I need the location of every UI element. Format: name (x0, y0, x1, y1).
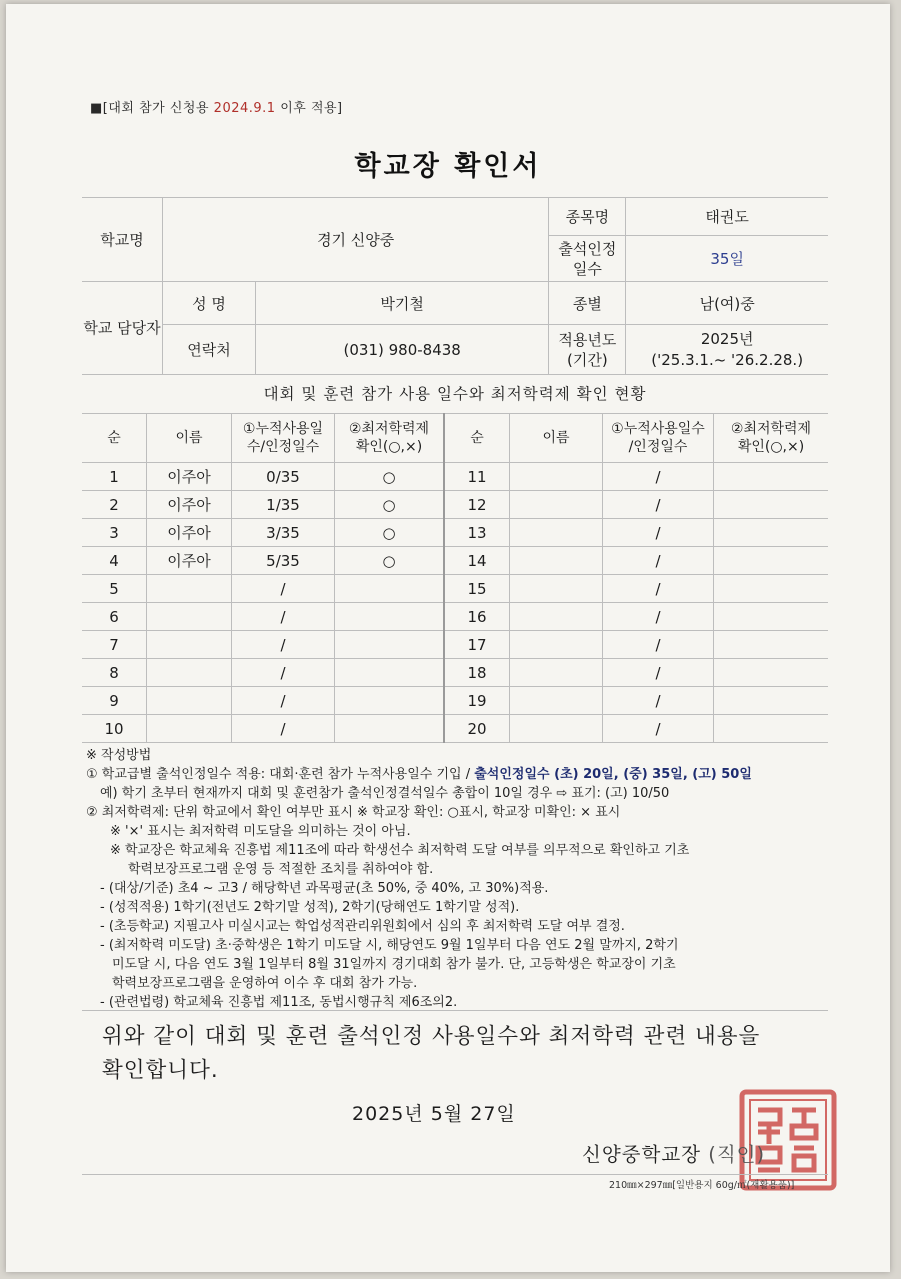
table-row (82, 715, 828, 743)
row-name (147, 631, 232, 659)
row-days: / (232, 631, 335, 659)
sport-value: 태권도 (626, 198, 828, 236)
name-label: 성 명 (163, 282, 256, 325)
manager-label: 학교 담당자 (82, 282, 163, 375)
table-row (82, 659, 828, 687)
header-check-line2: 확인(○,×) (355, 439, 423, 455)
row-check (335, 603, 445, 631)
paper-spec-note: 210㎜×297㎜[일반용지 60g/㎡(재활용품)] (609, 1180, 795, 1191)
header-days (232, 414, 335, 463)
row-no: 3 (82, 519, 147, 547)
row-check: ○ (335, 519, 445, 547)
row-name-2 (510, 659, 603, 687)
row-days: / (232, 659, 335, 687)
school-value: 경기 신양중 (163, 198, 549, 282)
row-no-2: 14 (444, 547, 510, 575)
header-note-prefix: ■[대회 참가 신청용 (90, 101, 214, 116)
table-row (82, 519, 828, 547)
row-no-2: 11 (444, 463, 510, 491)
attendance-label: 출석인정 일수 (549, 236, 626, 282)
row-days-2: / (603, 631, 714, 659)
name-value: 박기철 (256, 282, 549, 325)
header-note-suffix: 이후 적용] (275, 101, 343, 116)
table-row (82, 687, 828, 715)
row-days: 3/35 (232, 519, 335, 547)
row-no-2: 16 (444, 603, 510, 631)
row-days: / (232, 715, 335, 743)
seal-note: (직인) (708, 1143, 766, 1166)
header-note (90, 97, 343, 116)
row-no: 4 (82, 547, 147, 575)
row-name (147, 659, 232, 687)
header-name-2: 이름 (510, 414, 603, 463)
row-check: ○ (335, 547, 445, 575)
row-name-2 (510, 463, 603, 491)
instructions (86, 746, 836, 1012)
row-name: 이주아 (147, 547, 232, 575)
row-days: 0/35 (232, 463, 335, 491)
row-check-2 (714, 631, 829, 659)
year-label: 적용년도 (기간) (549, 325, 626, 375)
header-check-2-line2: 확인(○,×) (737, 439, 805, 455)
row-no: 5 (82, 575, 147, 603)
row-name-2 (510, 687, 603, 715)
note-3: ※ '×' 표시는 최저학력 미도달을 의미하는 것이 아님. (110, 824, 411, 839)
note-1-example: 예) 학기 초부터 현재까지 대회 및 훈련참가 출석인정결석일수 총합이 10일 경우 ⇨ 표기: (고) 10/50 (100, 786, 670, 801)
divider (82, 1010, 828, 1011)
row-check (335, 631, 445, 659)
header-check-2 (714, 414, 829, 463)
row-days-2: / (603, 547, 714, 575)
row-days-2: / (603, 659, 714, 687)
confirmation-line-1: 위와 같이 대회 및 훈련 출석인정 사용일수와 최저학력 관련 내용을 (102, 1024, 761, 1049)
row-no: 6 (82, 603, 147, 631)
issue-date: 2025년 5월 27일 (352, 1103, 516, 1125)
row-days: / (232, 687, 335, 715)
confirmation-line-2: 확인합니다. (102, 1058, 219, 1083)
row-check: ○ (335, 491, 445, 519)
row-name (147, 715, 232, 743)
row-no-2: 13 (444, 519, 510, 547)
row-days: / (232, 603, 335, 631)
header-days-2-line1: ①누적사용일수 (611, 421, 705, 437)
row-check-2 (714, 659, 829, 687)
section-title: 대회 및 훈련 참가 사용 일수와 최저학력제 확인 현황 (263, 385, 647, 403)
row-check (335, 575, 445, 603)
row-check-2 (714, 687, 829, 715)
row-name-2 (510, 603, 603, 631)
row-check-2 (714, 547, 829, 575)
row-check (335, 687, 445, 715)
document-page (6, 4, 890, 1272)
table-row (82, 547, 828, 575)
note-8-cont1: 미도달 시, 다음 연도 3월 1일부터 8월 31일까지 경기대회 참가 불가. 단, 고등학생은 학교장이 기초 (112, 957, 676, 972)
header-no-2: 순 (444, 414, 510, 463)
row-check-2 (714, 463, 829, 491)
note-5: - (대상/기준) 초4 ~ 고3 / 해당학년 과목평균(초 50%, 중 40%, 고 30%)적용. (100, 881, 549, 896)
row-no: 2 (82, 491, 147, 519)
table-header-row (82, 414, 828, 463)
category-value: 남(여)중 (626, 282, 828, 325)
attendance-table (82, 413, 828, 743)
row-no: 9 (82, 687, 147, 715)
row-name: 이주아 (147, 519, 232, 547)
row-days-2: / (603, 715, 714, 743)
header-days-2-line2: /인정일수 (628, 439, 688, 455)
row-days: / (232, 575, 335, 603)
table-row (82, 603, 828, 631)
note-1 (86, 765, 836, 784)
note-1-highlight: 출석인정일수 (초) 20일, (중) 35일, (고) 50일 (474, 767, 752, 782)
row-check-2 (714, 491, 829, 519)
header-note-date: 2024.9.1 (213, 101, 276, 116)
contact-label: 연락처 (163, 325, 256, 375)
document-title: 학교장 확인서 (354, 151, 542, 182)
row-name-2 (510, 631, 603, 659)
table-row (82, 575, 828, 603)
row-name-2 (510, 575, 603, 603)
category-label: 종별 (549, 282, 626, 325)
row-no: 7 (82, 631, 147, 659)
header-days-line1: ①누적사용일 (242, 421, 324, 437)
row-name-2 (510, 547, 603, 575)
row-check-2 (714, 575, 829, 603)
row-check: ○ (335, 463, 445, 491)
confirmation-text (102, 1020, 822, 1088)
table-row (82, 463, 828, 491)
row-days-2: / (603, 575, 714, 603)
year-cell (626, 325, 828, 375)
row-no-2: 18 (444, 659, 510, 687)
note-8: - (최저학력 미도달) 초·중학생은 1학기 미도달 시, 해당연도 9월 1일부터 다음 연도 2월 말까지, 2학기 (100, 938, 679, 953)
header-check (335, 414, 445, 463)
note-8-cont2: 학력보장프로그램을 운영하여 이수 후 대회 참가 가능. (112, 976, 418, 991)
note-9: - (관련법령) 학교체육 진흥법 제11조, 동법시행규칙 제6조의2. (100, 995, 458, 1010)
row-name: 이주아 (147, 491, 232, 519)
note-1-text: ① 학교급별 출석인정일수 적용: 대회·훈련 참가 누적사용일수 기입 / (86, 767, 475, 782)
row-check-2 (714, 603, 829, 631)
row-name-2 (510, 491, 603, 519)
row-no: 1 (82, 463, 147, 491)
header-days-2 (603, 414, 714, 463)
header-name: 이름 (147, 414, 232, 463)
table-row (82, 631, 828, 659)
row-name: 이주아 (147, 463, 232, 491)
row-name (147, 575, 232, 603)
header-check-line1: ②최저학력제 (348, 421, 430, 437)
header-check-2-line1: ②최저학력제 (730, 421, 812, 437)
row-name (147, 687, 232, 715)
row-no: 8 (82, 659, 147, 687)
row-check (335, 659, 445, 687)
row-no-2: 20 (444, 715, 510, 743)
principal-title: 신양중학교장 (582, 1143, 702, 1166)
row-no-2: 17 (444, 631, 510, 659)
row-days: 5/35 (232, 547, 335, 575)
row-days: 1/35 (232, 491, 335, 519)
row-name-2 (510, 715, 603, 743)
row-days-2: / (603, 687, 714, 715)
table-row (82, 491, 828, 519)
period-value: ('25.3.1.~ '26.2.28.) (651, 350, 804, 369)
notes-heading: ※ 작성방법 (86, 748, 152, 763)
row-days-2: / (603, 603, 714, 631)
school-label: 학교명 (82, 198, 163, 282)
row-days-2: / (603, 463, 714, 491)
attendance-value: 35일 (626, 236, 828, 282)
row-no: 10 (82, 715, 147, 743)
sport-label: 종목명 (549, 198, 626, 236)
row-days-2: / (603, 519, 714, 547)
row-no-2: 15 (444, 575, 510, 603)
note-2: ② 최저학력제: 단위 학교에서 확인 여부만 표시 ※ 학교장 확인: ○표시, 학교장 미확인: × 표시 (86, 805, 621, 820)
header-no: 순 (82, 414, 147, 463)
note-4: ※ 학교장은 학교체육 진흥법 제11조에 따라 학생선수 최저학력 도달 여부를 의무적으로 확인하고 기초 (110, 843, 690, 858)
principal-signature (582, 1139, 765, 1167)
row-check-2 (714, 715, 829, 743)
row-name (147, 603, 232, 631)
note-7: - (초등학교) 지필고사 미실시교는 학업성적관리위원회에서 심의 후 최저학력 도달 여부 결정. (100, 919, 625, 934)
row-days-2: / (603, 491, 714, 519)
contact-value: (031) 980-8438 (256, 325, 549, 375)
footer-divider (82, 1174, 828, 1175)
row-name-2 (510, 519, 603, 547)
year-value: 2025년 (700, 329, 754, 348)
note-4-cont: 학력보장프로그램 운영 등 적절한 조치를 취하여야 함. (128, 862, 434, 877)
row-no-2: 12 (444, 491, 510, 519)
header-days-line2: 수/인정일수 (246, 439, 320, 455)
note-6: - (성적적용) 1학기(전년도 2학기말 성적), 2학기(당해연도 1학기말 성적). (100, 900, 520, 915)
row-check (335, 715, 445, 743)
row-check-2 (714, 519, 829, 547)
info-table (82, 197, 828, 375)
row-no-2: 19 (444, 687, 510, 715)
